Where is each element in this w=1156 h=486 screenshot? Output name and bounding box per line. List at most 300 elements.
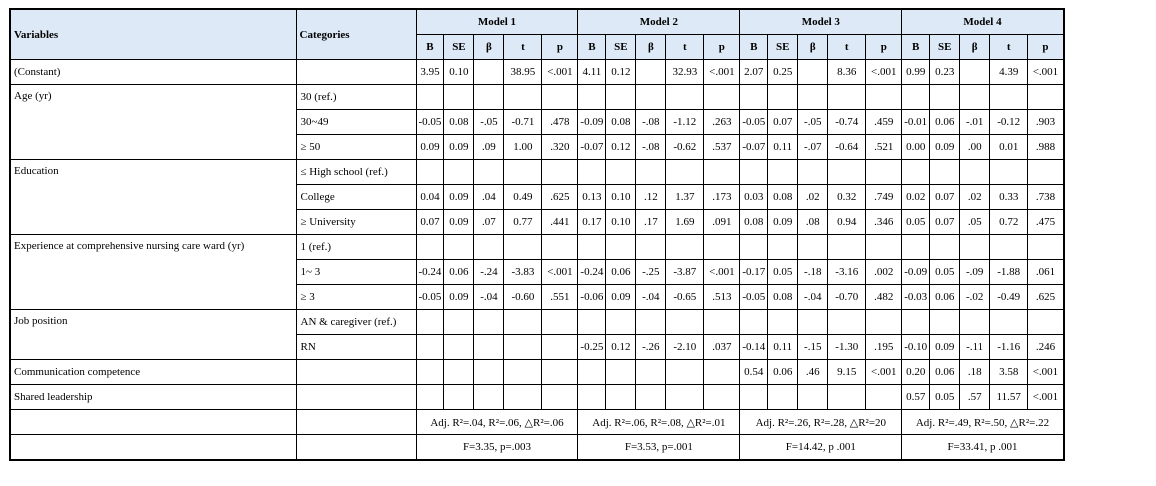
value-cell [704, 310, 740, 335]
table-row [10, 85, 1064, 110]
value-cell [666, 235, 704, 260]
value-cell: .46 [798, 360, 828, 385]
value-cell [960, 85, 990, 110]
table-header [10, 9, 1064, 60]
value-cell [504, 160, 542, 185]
value-cell [866, 385, 902, 410]
stat-header-m3-3: t [828, 35, 866, 60]
variable-cell: (Constant) [10, 60, 296, 85]
value-cell [960, 160, 990, 185]
value-cell [542, 310, 578, 335]
value-cell: .482 [866, 285, 902, 310]
value-cell [578, 235, 606, 260]
value-cell [828, 85, 866, 110]
value-cell [444, 385, 474, 410]
value-cell: .521 [866, 135, 902, 160]
value-cell [636, 310, 666, 335]
value-cell: 0.06 [930, 360, 960, 385]
value-cell [704, 385, 740, 410]
value-cell [704, 360, 740, 385]
value-cell [636, 85, 666, 110]
value-cell [474, 235, 504, 260]
value-cell: -0.64 [828, 135, 866, 160]
model-4-header: Model 4 [902, 9, 1064, 35]
value-cell [902, 235, 930, 260]
value-cell: 0.09 [606, 285, 636, 310]
stat-header-m2-2: β [636, 35, 666, 60]
value-cell: 0.09 [444, 135, 474, 160]
value-cell [798, 85, 828, 110]
value-cell [666, 160, 704, 185]
value-cell [768, 85, 798, 110]
value-cell [930, 85, 960, 110]
value-cell [666, 310, 704, 335]
value-cell [798, 385, 828, 410]
stat-header-m4-0: B [902, 35, 930, 60]
value-cell: 0.72 [990, 210, 1028, 235]
value-cell: .02 [798, 185, 828, 210]
value-cell: .173 [704, 185, 740, 210]
value-cell [768, 160, 798, 185]
value-cell [444, 160, 474, 185]
value-cell: -.01 [960, 110, 990, 135]
value-cell: -.09 [960, 260, 990, 285]
value-cell [504, 310, 542, 335]
value-cell [474, 335, 504, 360]
stat-header-m3-1: SE [768, 35, 798, 60]
value-cell: -0.09 [902, 260, 930, 285]
value-cell: -0.49 [990, 285, 1028, 310]
value-cell: 0.08 [606, 110, 636, 135]
value-cell: 0.54 [740, 360, 768, 385]
value-cell [578, 85, 606, 110]
value-cell [1028, 85, 1064, 110]
value-cell [542, 335, 578, 360]
variable-cell: Shared leadership [10, 385, 296, 410]
value-cell [444, 335, 474, 360]
value-cell [866, 310, 902, 335]
model-1-header: Model 1 [416, 9, 578, 35]
value-cell: <.001 [704, 60, 740, 85]
value-cell [444, 85, 474, 110]
value-cell [474, 385, 504, 410]
category-cell: ≥ University [296, 210, 416, 235]
value-cell: -1.30 [828, 335, 866, 360]
value-cell: 0.12 [606, 335, 636, 360]
value-cell [740, 85, 768, 110]
value-cell: -.05 [798, 110, 828, 135]
categories-header: Categories [296, 9, 416, 60]
model-1-r2: Adj. R²=.04, R²=.06, △R²=.06 [416, 410, 578, 435]
value-cell [416, 85, 444, 110]
value-cell: 0.00 [902, 135, 930, 160]
value-cell: .537 [704, 135, 740, 160]
category-cell: RN [296, 335, 416, 360]
value-cell: <.001 [1028, 385, 1064, 410]
value-cell: .346 [866, 210, 902, 235]
value-cell [704, 85, 740, 110]
value-cell: 0.13 [578, 185, 606, 210]
model-4-f: F=33.41, p .001 [902, 435, 1064, 461]
value-cell: 0.10 [606, 185, 636, 210]
value-cell: -0.07 [578, 135, 606, 160]
value-cell: -.04 [798, 285, 828, 310]
value-cell: -1.16 [990, 335, 1028, 360]
value-cell [636, 60, 666, 85]
value-cell [474, 85, 504, 110]
value-cell [930, 235, 960, 260]
value-cell: 0.94 [828, 210, 866, 235]
value-cell: 0.20 [902, 360, 930, 385]
header-row-models [10, 9, 1064, 35]
variables-header: Variables [10, 9, 296, 60]
value-cell: -0.24 [578, 260, 606, 285]
stat-header-m1-0: B [416, 35, 444, 60]
value-cell: <.001 [866, 60, 902, 85]
stat-header-m4-4: p [1028, 35, 1064, 60]
value-cell [416, 160, 444, 185]
table-row [10, 310, 1064, 335]
value-cell: .988 [1028, 135, 1064, 160]
value-cell: 0.01 [990, 135, 1028, 160]
model-2-r2: Adj. R²=.06, R²=.08, △R²=.01 [578, 410, 740, 435]
value-cell [666, 385, 704, 410]
variable-cell: Experience at comprehensive nursing care ward (yr) [10, 235, 296, 310]
stat-header-m4-2: β [960, 35, 990, 60]
value-cell [768, 310, 798, 335]
value-cell: .441 [542, 210, 578, 235]
value-cell: -0.62 [666, 135, 704, 160]
value-cell: <.001 [1028, 360, 1064, 385]
value-cell: .061 [1028, 260, 1064, 285]
value-cell: -0.12 [990, 110, 1028, 135]
value-cell: .513 [704, 285, 740, 310]
value-cell [740, 235, 768, 260]
value-cell: .18 [960, 360, 990, 385]
value-cell: -0.05 [740, 110, 768, 135]
value-cell [798, 160, 828, 185]
value-cell: -0.05 [740, 285, 768, 310]
value-cell [1028, 235, 1064, 260]
value-cell [828, 235, 866, 260]
value-cell: 1.00 [504, 135, 542, 160]
value-cell: 0.06 [768, 360, 798, 385]
value-cell: -.08 [636, 135, 666, 160]
table-row [10, 385, 1064, 410]
fit-var-empty [10, 435, 296, 461]
value-cell [768, 385, 798, 410]
value-cell: 0.10 [606, 210, 636, 235]
value-cell: 0.06 [606, 260, 636, 285]
value-cell [416, 235, 444, 260]
value-cell: 0.32 [828, 185, 866, 210]
model-2-header: Model 2 [578, 9, 740, 35]
stat-header-m3-4: p [866, 35, 902, 60]
value-cell: .475 [1028, 210, 1064, 235]
value-cell [866, 85, 902, 110]
value-cell: 0.07 [416, 210, 444, 235]
value-cell [636, 235, 666, 260]
value-cell [902, 160, 930, 185]
value-cell: -0.65 [666, 285, 704, 310]
stat-header-m2-0: B [578, 35, 606, 60]
value-cell: 0.06 [930, 110, 960, 135]
value-cell: 0.07 [768, 110, 798, 135]
value-cell [930, 310, 960, 335]
variable-cell: Age (yr) [10, 85, 296, 160]
value-cell [474, 160, 504, 185]
stat-header-m3-2: β [798, 35, 828, 60]
stat-header-m2-3: t [666, 35, 704, 60]
table-body [10, 60, 1064, 410]
value-cell [416, 310, 444, 335]
value-cell [1028, 310, 1064, 335]
value-cell [960, 310, 990, 335]
value-cell: -.08 [636, 110, 666, 135]
value-cell: 0.04 [416, 185, 444, 210]
value-cell: -.04 [474, 285, 504, 310]
value-cell: -.25 [636, 260, 666, 285]
value-cell: .625 [542, 185, 578, 210]
value-cell: -.24 [474, 260, 504, 285]
value-cell [960, 60, 990, 85]
value-cell: -3.87 [666, 260, 704, 285]
value-cell: .551 [542, 285, 578, 310]
value-cell: 0.05 [768, 260, 798, 285]
value-cell: .091 [704, 210, 740, 235]
value-cell [474, 60, 504, 85]
value-cell: -0.07 [740, 135, 768, 160]
value-cell: 0.09 [416, 135, 444, 160]
value-cell: 1.69 [666, 210, 704, 235]
value-cell [504, 235, 542, 260]
value-cell: .749 [866, 185, 902, 210]
category-cell [296, 60, 416, 85]
value-cell [768, 235, 798, 260]
value-cell: .320 [542, 135, 578, 160]
value-cell: .00 [960, 135, 990, 160]
value-cell: 0.02 [902, 185, 930, 210]
value-cell: 0.12 [606, 135, 636, 160]
value-cell: -0.60 [504, 285, 542, 310]
variable-cell: Education [10, 160, 296, 235]
value-cell: -.11 [960, 335, 990, 360]
stat-header-m4-3: t [990, 35, 1028, 60]
value-cell: .903 [1028, 110, 1064, 135]
value-cell: 9.15 [828, 360, 866, 385]
stat-header-m3-0: B [740, 35, 768, 60]
value-cell [542, 385, 578, 410]
value-cell: -1.88 [990, 260, 1028, 285]
value-cell: .246 [1028, 335, 1064, 360]
value-cell: 1.37 [666, 185, 704, 210]
value-cell: .17 [636, 210, 666, 235]
value-cell [504, 85, 542, 110]
value-cell: .02 [960, 185, 990, 210]
value-cell: 11.57 [990, 385, 1028, 410]
table-row [10, 160, 1064, 185]
value-cell [990, 310, 1028, 335]
value-cell [798, 235, 828, 260]
value-cell [606, 160, 636, 185]
value-cell: -0.10 [902, 335, 930, 360]
value-cell: -0.05 [416, 285, 444, 310]
value-cell: .07 [474, 210, 504, 235]
value-cell: 0.17 [578, 210, 606, 235]
value-cell: -1.12 [666, 110, 704, 135]
value-cell: 0.09 [444, 285, 474, 310]
value-cell: 0.12 [606, 60, 636, 85]
value-cell: -0.17 [740, 260, 768, 285]
value-cell: -.26 [636, 335, 666, 360]
model-3-header: Model 3 [740, 9, 902, 35]
value-cell [542, 160, 578, 185]
value-cell: -.18 [798, 260, 828, 285]
value-cell: 4.39 [990, 60, 1028, 85]
value-cell [444, 310, 474, 335]
table-row [10, 235, 1064, 260]
category-cell [296, 385, 416, 410]
value-cell: .195 [866, 335, 902, 360]
regression-table-container [9, 8, 1065, 461]
table-footer [10, 410, 1064, 461]
category-cell [296, 360, 416, 385]
value-cell [902, 85, 930, 110]
value-cell: 0.09 [444, 210, 474, 235]
value-cell [636, 160, 666, 185]
value-cell: -.05 [474, 110, 504, 135]
value-cell: 0.07 [930, 185, 960, 210]
value-cell: .478 [542, 110, 578, 135]
value-cell [474, 310, 504, 335]
value-cell [704, 160, 740, 185]
value-cell: -.02 [960, 285, 990, 310]
value-cell: .57 [960, 385, 990, 410]
value-cell: .09 [474, 135, 504, 160]
value-cell: .738 [1028, 185, 1064, 210]
value-cell: .037 [704, 335, 740, 360]
fit-cat-empty [296, 410, 416, 435]
value-cell [606, 360, 636, 385]
value-cell: -0.06 [578, 285, 606, 310]
value-cell [542, 85, 578, 110]
value-cell: .08 [798, 210, 828, 235]
value-cell: 0.06 [930, 285, 960, 310]
value-cell: 0.57 [902, 385, 930, 410]
value-cell [828, 385, 866, 410]
value-cell: 0.09 [444, 185, 474, 210]
value-cell: 0.05 [930, 260, 960, 285]
value-cell [902, 310, 930, 335]
value-cell: 0.08 [768, 185, 798, 210]
category-cell: 30~49 [296, 110, 416, 135]
value-cell: -0.03 [902, 285, 930, 310]
value-cell: -0.01 [902, 110, 930, 135]
value-cell [474, 360, 504, 385]
model-fit-r2-row [10, 410, 1064, 435]
value-cell [930, 160, 960, 185]
category-cell: 1 (ref.) [296, 235, 416, 260]
variable-cell: Job position [10, 310, 296, 360]
value-cell: 0.25 [768, 60, 798, 85]
value-cell [866, 235, 902, 260]
category-cell: College [296, 185, 416, 210]
value-cell [828, 160, 866, 185]
value-cell: -2.10 [666, 335, 704, 360]
value-cell [606, 385, 636, 410]
value-cell: <.001 [542, 260, 578, 285]
value-cell [606, 235, 636, 260]
value-cell: 0.09 [768, 210, 798, 235]
value-cell: .05 [960, 210, 990, 235]
value-cell: <.001 [1028, 60, 1064, 85]
value-cell: <.001 [542, 60, 578, 85]
value-cell: 0.05 [930, 385, 960, 410]
value-cell: 8.36 [828, 60, 866, 85]
value-cell: -0.71 [504, 110, 542, 135]
value-cell [416, 360, 444, 385]
model-4-r2: Adj. R²=.49, R²=.50, △R²=.22 [902, 410, 1064, 435]
value-cell [504, 360, 542, 385]
value-cell: -.04 [636, 285, 666, 310]
value-cell: 0.11 [768, 135, 798, 160]
value-cell: .12 [636, 185, 666, 210]
value-cell: 0.05 [902, 210, 930, 235]
model-3-f: F=14.42, p .001 [740, 435, 902, 461]
value-cell: 0.08 [768, 285, 798, 310]
value-cell: 0.33 [990, 185, 1028, 210]
regression-table [9, 8, 1065, 461]
value-cell: 32.93 [666, 60, 704, 85]
value-cell [990, 235, 1028, 260]
value-cell [740, 160, 768, 185]
model-1-f: F=3.35, p=.003 [416, 435, 578, 461]
value-cell [606, 310, 636, 335]
value-cell [666, 360, 704, 385]
value-cell: .002 [866, 260, 902, 285]
value-cell [578, 385, 606, 410]
stat-header-m1-4: p [542, 35, 578, 60]
value-cell: 38.95 [504, 60, 542, 85]
value-cell [740, 385, 768, 410]
value-cell [504, 385, 542, 410]
category-cell: 30 (ref.) [296, 85, 416, 110]
value-cell: -0.25 [578, 335, 606, 360]
value-cell: <.001 [866, 360, 902, 385]
model-3-r2: Adj. R²=.26, R²=.28, △R²=20 [740, 410, 902, 435]
value-cell [798, 310, 828, 335]
value-cell: -0.05 [416, 110, 444, 135]
value-cell [542, 360, 578, 385]
value-cell: 0.07 [930, 210, 960, 235]
value-cell: 0.10 [444, 60, 474, 85]
value-cell: -0.70 [828, 285, 866, 310]
stat-header-m2-4: p [704, 35, 740, 60]
fit-var-empty [10, 410, 296, 435]
value-cell: -.07 [798, 135, 828, 160]
value-cell: 0.03 [740, 185, 768, 210]
value-cell: 2.07 [740, 60, 768, 85]
value-cell: .263 [704, 110, 740, 135]
value-cell [444, 235, 474, 260]
fit-cat-empty [296, 435, 416, 461]
value-cell [704, 235, 740, 260]
table-row [10, 60, 1064, 85]
value-cell [636, 360, 666, 385]
value-cell: -0.24 [416, 260, 444, 285]
value-cell: 0.77 [504, 210, 542, 235]
value-cell: 0.08 [740, 210, 768, 235]
